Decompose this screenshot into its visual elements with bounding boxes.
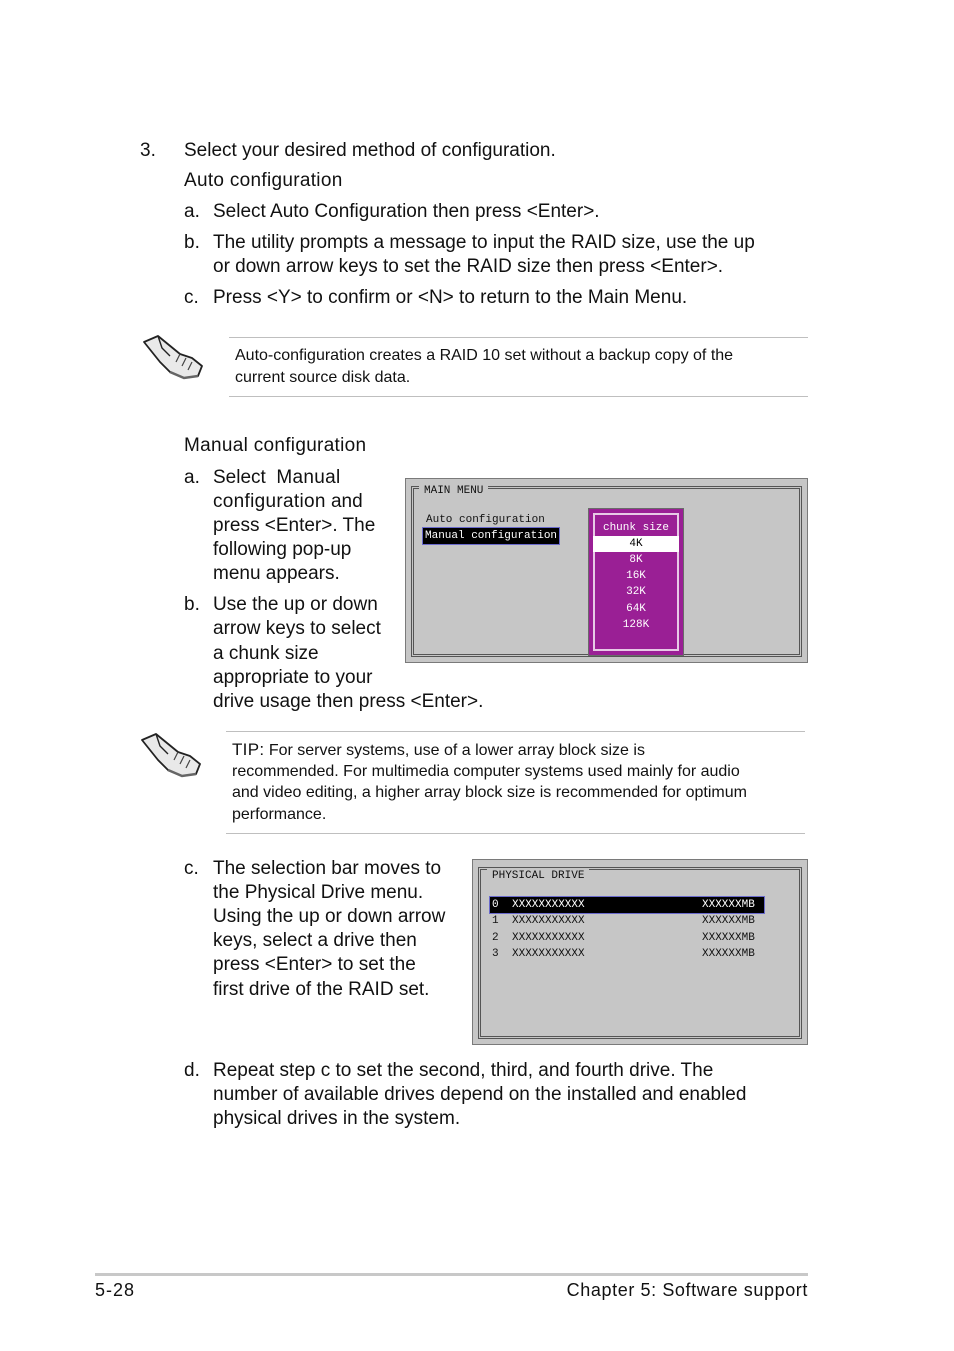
step-number: 3. bbox=[140, 140, 156, 161]
manual-a-select: Select bbox=[213, 467, 266, 488]
chunk-size-popup bbox=[588, 508, 684, 656]
manual-a-bold1: Manual bbox=[276, 467, 341, 488]
auto-b-line2: or down arrow keys to set the RAID size then press <Enter>. bbox=[213, 256, 724, 277]
drive-row[interactable] bbox=[490, 913, 764, 929]
chunk-size-title: chunk size bbox=[602, 522, 669, 534]
note-hand-icon bbox=[140, 332, 206, 380]
manual-b-line1: Use the up or down bbox=[213, 594, 378, 615]
drive-name: XXXXXXXXXXX bbox=[512, 948, 585, 960]
manual-c-line3: Using the up or down arrow bbox=[213, 906, 446, 927]
note-top-rule bbox=[229, 337, 808, 338]
manual-a-line3: press <Enter>. The bbox=[213, 515, 376, 536]
drive-row[interactable] bbox=[490, 946, 764, 962]
manual-a-bold2: configuration bbox=[213, 491, 326, 512]
tip-line3: and video editing, a higher array block size is recommended for optimum bbox=[232, 784, 747, 801]
auto-a-letter: a. bbox=[184, 201, 200, 222]
manual-b-line2: arrow keys to select bbox=[213, 618, 381, 639]
chunk-option-32k[interactable]: 32K bbox=[626, 586, 646, 598]
tip-label: TIP: bbox=[232, 740, 265, 759]
note-bottom-rule bbox=[229, 396, 808, 397]
main-menu-title: MAIN MENU bbox=[419, 484, 488, 498]
drive-row[interactable] bbox=[490, 930, 764, 946]
main-menu-screen bbox=[405, 478, 808, 663]
auto-a-text: Select Auto Configuration then press <Enter>. bbox=[213, 201, 600, 222]
step-text: Select your desired method of configuration. bbox=[184, 140, 556, 161]
drive-name: XXXXXXXXXXX bbox=[512, 899, 585, 911]
auto-c-text: Press <Y> to confirm or <N> to return to the Main Menu. bbox=[213, 287, 688, 308]
drive-size: XXXXXXMB bbox=[702, 932, 755, 944]
manual-a-line5: menu appears. bbox=[213, 563, 340, 584]
manual-a-line1 bbox=[213, 466, 341, 490]
manual-c-letter: c. bbox=[184, 858, 199, 879]
drive-index: 1 bbox=[492, 915, 499, 927]
manual-d-line1: Repeat step c to set the second, third, and fourth drive. The bbox=[213, 1060, 714, 1081]
auto-config-heading: Auto configuration bbox=[184, 170, 343, 191]
menu-item-auto-configuration[interactable]: Auto configuration bbox=[426, 514, 545, 526]
drive-row[interactable] bbox=[490, 897, 764, 913]
auto-note-line2: current source disk data. bbox=[235, 369, 411, 386]
chunk-option-16k[interactable]: 16K bbox=[626, 570, 646, 582]
physical-drive-screen bbox=[472, 859, 808, 1045]
drive-index: 3 bbox=[492, 948, 499, 960]
manual-a-line4: following pop-up bbox=[213, 539, 352, 560]
manual-c-line5: press <Enter> to set the bbox=[213, 954, 416, 975]
manual-b-letter: b. bbox=[184, 594, 200, 615]
manual-b-line4: appropriate to your bbox=[213, 667, 373, 688]
drive-size: XXXXXXMB bbox=[702, 899, 755, 911]
drive-index: 0 bbox=[492, 899, 499, 911]
auto-b-line1: The utility prompts a message to input the RAID size, use the up bbox=[213, 232, 755, 253]
manual-d-letter: d. bbox=[184, 1060, 200, 1081]
manual-a-letter: a. bbox=[184, 467, 200, 488]
chunk-option-64k[interactable]: 64K bbox=[626, 603, 646, 615]
tip-top-rule bbox=[226, 731, 805, 732]
page-number: 5-28 bbox=[95, 1280, 136, 1300]
tip-line1-text: For server systems, use of a lower array block size is bbox=[268, 742, 645, 759]
drive-size: XXXXXXMB bbox=[702, 948, 755, 960]
auto-c-letter: c. bbox=[184, 287, 199, 308]
menu-item-manual-configuration[interactable]: Manual configuration bbox=[425, 530, 558, 542]
drive-name: XXXXXXXXXXX bbox=[512, 915, 585, 927]
drive-name: XXXXXXXXXXX bbox=[512, 932, 585, 944]
tip-line2: recommended. For multimedia computer systems used mainly for audio bbox=[232, 763, 740, 780]
manual-c-line4: keys, select a drive then bbox=[213, 930, 417, 951]
manual-c-line1: The selection bar moves to bbox=[213, 858, 442, 879]
drive-size: XXXXXXMB bbox=[702, 915, 755, 927]
drive-index: 2 bbox=[492, 932, 499, 944]
footer-rule bbox=[95, 1273, 808, 1276]
tip-bottom-rule bbox=[226, 833, 805, 834]
manual-config-heading: Manual configuration bbox=[184, 435, 367, 456]
tip-line1 bbox=[232, 739, 645, 762]
manual-b-line5: drive usage then press <Enter>. bbox=[213, 691, 484, 712]
manual-d-line2: number of available drives depend on the installed and enabled bbox=[213, 1084, 747, 1105]
manual-a-and: and bbox=[330, 491, 363, 512]
manual-b-line3: a chunk size bbox=[213, 643, 319, 664]
chapter-title: Chapter 5: Software support bbox=[566, 1280, 808, 1300]
manual-c-line6: first drive of the RAID set. bbox=[213, 979, 430, 1000]
manual-d-line3: physical drives in the system. bbox=[213, 1108, 461, 1129]
manual-c-line2: the Physical Drive menu. bbox=[213, 882, 424, 903]
manual-a-line2 bbox=[213, 490, 363, 514]
chunk-option-8k[interactable]: 8K bbox=[629, 554, 643, 566]
chunk-option-4k[interactable]: 4K bbox=[593, 536, 679, 552]
tip-line4: performance. bbox=[232, 806, 327, 823]
auto-note-line1: Auto-configuration creates a RAID 10 set without a backup copy of the bbox=[235, 347, 734, 364]
tip-hand-icon bbox=[138, 730, 204, 778]
physical-drive-title: PHYSICAL DRIVE bbox=[487, 869, 589, 883]
chunk-option-128k[interactable]: 128K bbox=[622, 619, 650, 631]
auto-b-letter: b. bbox=[184, 232, 200, 253]
